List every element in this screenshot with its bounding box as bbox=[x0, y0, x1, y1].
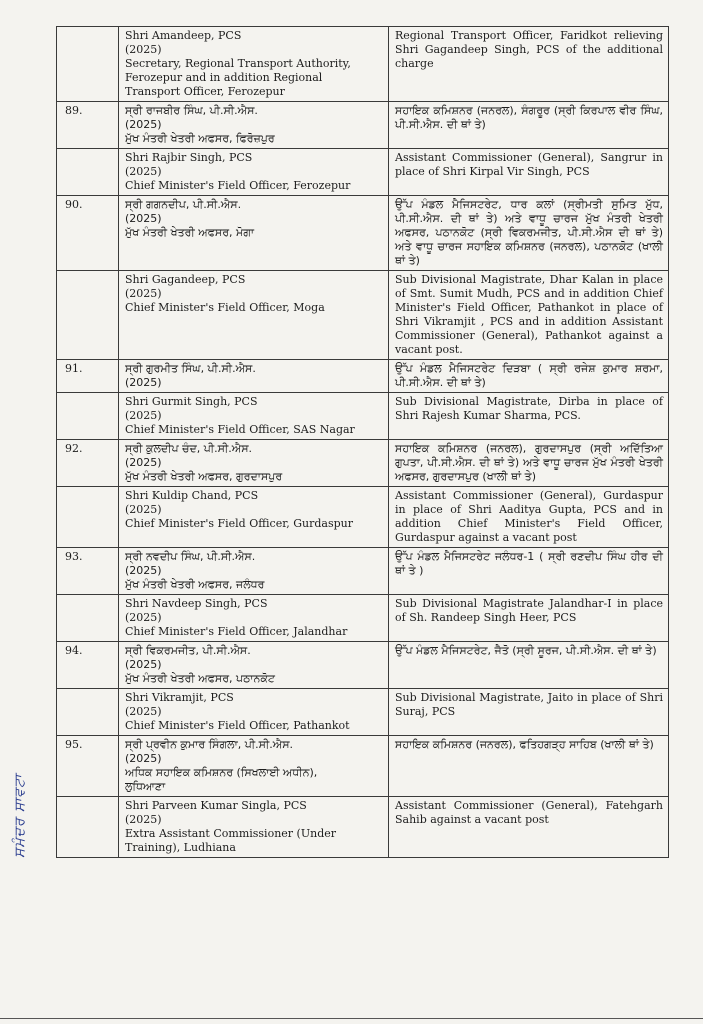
officer-detail-line: (2025) bbox=[125, 752, 162, 765]
officer-detail-line: Chief Minister's Field Officer, Jalandhar bbox=[125, 625, 348, 638]
serial-number bbox=[57, 487, 119, 548]
officer-detail-line: ਮੁੱਖ ਮੰਤਰੀ ਖੇਤਰੀ ਅਫਸਰ, ਫਿਰੋਜ਼ਪੁਰ bbox=[125, 132, 275, 145]
officer-name-cell bbox=[119, 595, 389, 642]
officer-detail-line: (2025) bbox=[125, 165, 162, 178]
officer-name-cell bbox=[119, 548, 389, 595]
serial-number: 92. bbox=[57, 440, 119, 487]
officer-detail-line: ਮੁੱਖ ਮੰਤਰੀ ਖੇਤਰੀ ਅਫਸਰ, ਮੋਗਾ bbox=[125, 226, 255, 239]
officer-detail-line: (2025) bbox=[125, 43, 162, 56]
serial-number bbox=[57, 271, 119, 360]
officer-detail-line: (2025) bbox=[125, 503, 162, 516]
page-bottom-rule bbox=[0, 1018, 703, 1019]
table-row bbox=[57, 548, 669, 595]
new-posting-cell: Sub Divisional Magistrate, Dhar Kalan in place of Smt. Sumit Mudh, PCS and in addition Chief Minister's Field Officer, Pathankot in place of Shri Vikramjit , PCS and in addition Assistant Commissioner (General), Pathankot against a vacant post. bbox=[389, 271, 669, 360]
officer-detail-line: (2025) bbox=[125, 212, 162, 225]
table-row bbox=[57, 797, 669, 858]
officer-detail-line: Shri Navdeep Singh, PCS bbox=[125, 597, 268, 610]
new-posting-cell: Sub Divisional Magistrate, Jaito in place of Shri Suraj, PCS bbox=[389, 689, 669, 736]
serial-number bbox=[57, 393, 119, 440]
officer-name-cell bbox=[119, 393, 389, 440]
officer-detail-line: ਮੁੱਖ ਮੰਤਰੀ ਖੇਤਰੀ ਅਫਸਰ, ਜਲੰਧਰ bbox=[125, 578, 265, 591]
officer-detail-line: (2025) bbox=[125, 813, 162, 826]
officer-detail-line: ਲੁਧਿਆਣਾ bbox=[125, 780, 166, 793]
serial-number: 89. bbox=[57, 102, 119, 149]
table-row bbox=[57, 689, 669, 736]
table-row bbox=[57, 736, 669, 797]
officer-detail-line: ਸ੍ਰੀ ਗਗਨਦੀਪ, ਪੀ.ਸੀ.ਐਸ. bbox=[125, 198, 242, 211]
table-row bbox=[57, 102, 669, 149]
officer-detail-line: Shri Amandeep, PCS bbox=[125, 29, 242, 42]
officer-detail-line: Chief Minister's Field Officer, Ferozepur bbox=[125, 179, 351, 192]
officer-name-cell bbox=[119, 360, 389, 393]
officer-detail-line: Training), Ludhiana bbox=[125, 841, 236, 854]
table-body bbox=[57, 27, 669, 858]
officer-detail-line: ਸ੍ਰੀ ਕੁਲਦੀਪ ਚੰਦ, ਪੀ.ਸੀ.ਐਸ. bbox=[125, 442, 253, 455]
new-posting-cell: Assistant Commissioner (General), Fatehgarh Sahib against a vacant post bbox=[389, 797, 669, 858]
serial-number: 95. bbox=[57, 736, 119, 797]
officer-detail-line: Shri Gurmit Singh, PCS bbox=[125, 395, 258, 408]
transfer-orders-table bbox=[56, 26, 669, 858]
officer-detail-line: (2025) bbox=[125, 376, 162, 389]
officer-detail-line: (2025) bbox=[125, 658, 162, 671]
officer-detail-line: (2025) bbox=[125, 456, 162, 469]
new-posting-cell: Sub Divisional Magistrate, Dirba in place of Shri Rajesh Kumar Sharma, PCS. bbox=[389, 393, 669, 440]
officer-detail-line: (2025) bbox=[125, 287, 162, 300]
new-posting-cell: Assistant Commissioner (General), Gurdaspur in place of Shri Aaditya Gupta, PCS and in addition Chief Minister's Field Officer, Gurdaspur against a vacant post bbox=[389, 487, 669, 548]
serial-number: 93. bbox=[57, 548, 119, 595]
serial-number bbox=[57, 149, 119, 196]
officer-detail-line: Ferozepur and in addition Regional bbox=[125, 71, 323, 84]
officer-name-cell bbox=[119, 102, 389, 149]
officer-detail-line: Secretary, Regional Transport Authority, bbox=[125, 57, 351, 70]
new-posting-cell: ਉੱਪ ਮੰਡਲ ਮੈਜਿਸਟਰੇਟ ਦਿੜਬਾ ( ਸ੍ਰੀ ਰਜੇਸ਼ ਕੁਮਾਰ ਸ਼ਰਮਾ, ਪੀ.ਸੀ.ਐਸ. ਦੀ ਥਾਂ ਤੇ) bbox=[389, 360, 669, 393]
serial-number bbox=[57, 797, 119, 858]
officer-name-cell bbox=[119, 27, 389, 102]
officer-detail-line: Chief Minister's Field Officer, SAS Nagar bbox=[125, 423, 355, 436]
officer-detail-line: Extra Assistant Commissioner (Under bbox=[125, 827, 336, 840]
officer-detail-line: ਸ੍ਰੀ ਵਿਕਰਮਜੀਤ, ਪੀ.ਸੀ.ਐਸ. bbox=[125, 644, 251, 657]
new-posting-cell: ਸਹਾਇਕ ਕਮਿਸ਼ਨਰ (ਜਨਰਲ), ਫਤਿਹਗੜ੍ਹ ਸਾਹਿਬ (ਖਾਲੀ ਥਾਂ ਤੇ) bbox=[389, 736, 669, 797]
officer-detail-line: Shri Parveen Kumar Singla, PCS bbox=[125, 799, 307, 812]
serial-number: 90. bbox=[57, 196, 119, 271]
officer-detail-line: ਅਧਿਕ ਸਹਾਇਕ ਕਮਿਸ਼ਨਰ (ਸਿਖਲਾਈ ਅਧੀਨ), bbox=[125, 766, 318, 779]
officer-detail-line: Shri Vikramjit, PCS bbox=[125, 691, 234, 704]
officer-name-cell bbox=[119, 196, 389, 271]
officer-name-cell bbox=[119, 689, 389, 736]
officer-name-cell bbox=[119, 642, 389, 689]
officer-detail-line: Chief Minister's Field Officer, Pathankot bbox=[125, 719, 350, 732]
new-posting-cell: ਉੱਪ ਮੰਡਲ ਮੈਜਿਸਟਰੇਟ, ਜੈਤੋ (ਸ੍ਰੀ ਸੂਰਜ, ਪੀ.ਸੀ.ਐਸ. ਦੀ ਥਾਂ ਤੇ) bbox=[389, 642, 669, 689]
new-posting-cell: ਉੱਪ ਮੰਡਲ ਮੈਜਿਸਟਰੇਟ ਜਲੰਧਰ-1 ( ਸ੍ਰੀ ਰਣਦੀਪ ਸਿੰਘ ਹੀਰ ਦੀ ਥਾਂ ਤੇ ) bbox=[389, 548, 669, 595]
new-posting-cell: Sub Divisional Magistrate Jalandhar-I in place of Sh. Randeep Singh Heer, PCS bbox=[389, 595, 669, 642]
officer-detail-line: (2025) bbox=[125, 564, 162, 577]
officer-detail-line: (2025) bbox=[125, 705, 162, 718]
table-row bbox=[57, 149, 669, 196]
officer-name-cell bbox=[119, 736, 389, 797]
table-row bbox=[57, 440, 669, 487]
officer-name-cell bbox=[119, 440, 389, 487]
table-row bbox=[57, 271, 669, 360]
officer-detail-line: Shri Gagandeep, PCS bbox=[125, 273, 246, 286]
officer-detail-line: Shri Kuldip Chand, PCS bbox=[125, 489, 259, 502]
officer-detail-line: ਸ੍ਰੀ ਰਾਜਬੀਰ ਸਿੰਘ, ਪੀ.ਸੀ.ਐਸ. bbox=[125, 104, 258, 117]
officer-name-cell bbox=[119, 487, 389, 548]
table-row bbox=[57, 360, 669, 393]
officer-detail-line: ਮੁੱਖ ਮੰਤਰੀ ਖੇਤਰੀ ਅਫਸਰ, ਗੁਰਦਾਸਪੁਰ bbox=[125, 470, 283, 483]
serial-number: 91. bbox=[57, 360, 119, 393]
new-posting-cell: Regional Transport Officer, Faridkot relieving Shri Gagandeep Singh, PCS of the additional charge bbox=[389, 27, 669, 102]
officer-detail-line: Chief Minister's Field Officer, Gurdaspur bbox=[125, 517, 354, 530]
officer-detail-line: ਸ੍ਰੀ ਪ੍ਰਵੀਨ ਕੁਮਾਰ ਸਿੰਗਲਾ, ਪੀ.ਸੀ.ਐਸ. bbox=[125, 738, 294, 751]
officer-name-cell bbox=[119, 797, 389, 858]
serial-number bbox=[57, 595, 119, 642]
officer-detail-line: ਮੁੱਖ ਮੰਤਰੀ ਖੇਤਰੀ ਅਫਸਰ, ਪਠਾਨਕੋਟ bbox=[125, 672, 275, 685]
officer-detail-line: ਸ੍ਰੀ ਨਵਦੀਪ ਸਿੰਘ, ਪੀ.ਸੀ.ਐਸ. bbox=[125, 550, 256, 563]
new-posting-cell: ਉੱਪ ਮੰਡਲ ਮੈਜਿਸਟਰੇਟ, ਧਾਰ ਕਲਾਂ (ਸ੍ਰੀਮਤੀ ਸੁਮਿਤ ਮੁੱਧ, ਪੀ.ਸੀ.ਐਸ. ਦੀ ਥਾਂ ਤੇ) ਅਤੇ ਵਾਧੂ ਚਾਰਜ ਮੁੱਖ ਮੰਤਰੀ ਖੇਤਰੀ ਅਫਸਰ, ਪਠਾਨਕੋਟ (ਸ੍ਰੀ ਵਿਕਰਮਜੀਤ, ਪੀ.ਸੀ.ਐਸ ਦੀ ਥਾਂ ਤੇ) ਅਤੇ ਵਾਧੂ ਚਾਰਜ ਸਹਾਇਕ ਕਮਿਸ਼ਨਰ (ਜਨਰਲ), ਪਠਾਨਕੋਟ (ਖਾਲੀ ਥਾਂ ਤੇ) bbox=[389, 196, 669, 271]
officer-detail-line: Chief Minister's Field Officer, Moga bbox=[125, 301, 325, 314]
officer-detail-line: (2025) bbox=[125, 611, 162, 624]
handwritten-signature: ਸਮੰਦਰ ਸਾਵਟਾ bbox=[12, 773, 28, 858]
table-row bbox=[57, 196, 669, 271]
officer-detail-line: Transport Officer, Ferozepur bbox=[125, 85, 285, 98]
serial-number bbox=[57, 27, 119, 102]
new-posting-cell: ਸਹਾਇਕ ਕਮਿਸ਼ਨਰ (ਜਨਰਲ), ਗੁਰਦਾਸਪੁਰ (ਸ੍ਰੀ ਅਦਿੱਤਿਆ ਗੁਪਤਾ, ਪੀ.ਸੀ.ਐਸ. ਦੀ ਥਾਂ ਤੇ) ਅਤੇ ਵਾਧੂ ਚਾਰਜ ਮੁੱਖ ਮੰਤਰੀ ਖੇਤਰੀ ਅਫਸਰ, ਗੁਰਦਾਸਪੁਰ (ਖਾਲੀ ਥਾਂ ਤੇ) bbox=[389, 440, 669, 487]
table-row bbox=[57, 595, 669, 642]
officer-detail-line: (2025) bbox=[125, 118, 162, 131]
table-row bbox=[57, 393, 669, 440]
table-row bbox=[57, 642, 669, 689]
officer-detail-line: Shri Rajbir Singh, PCS bbox=[125, 151, 253, 164]
officer-detail-line: (2025) bbox=[125, 409, 162, 422]
serial-number: 94. bbox=[57, 642, 119, 689]
new-posting-cell: ਸਹਾਇਕ ਕਮਿਸ਼ਨਰ (ਜਨਰਲ), ਸੰਗਰੂਰ (ਸ੍ਰੀ ਕਿਰਪਾਲ ਵੀਰ ਸਿੰਘ, ਪੀ.ਸੀ.ਐਸ. ਦੀ ਥਾਂ ਤੇ) bbox=[389, 102, 669, 149]
officer-detail-line: ਸ੍ਰੀ ਗੁਰਮੀਤ ਸਿੰਘ, ਪੀ.ਸੀ.ਐਸ. bbox=[125, 362, 256, 375]
new-posting-cell: Assistant Commissioner (General), Sangrur in place of Shri Kirpal Vir Singh, PCS bbox=[389, 149, 669, 196]
table-row bbox=[57, 487, 669, 548]
officer-name-cell bbox=[119, 271, 389, 360]
officer-name-cell bbox=[119, 149, 389, 196]
serial-number bbox=[57, 689, 119, 736]
table-row bbox=[57, 27, 669, 102]
